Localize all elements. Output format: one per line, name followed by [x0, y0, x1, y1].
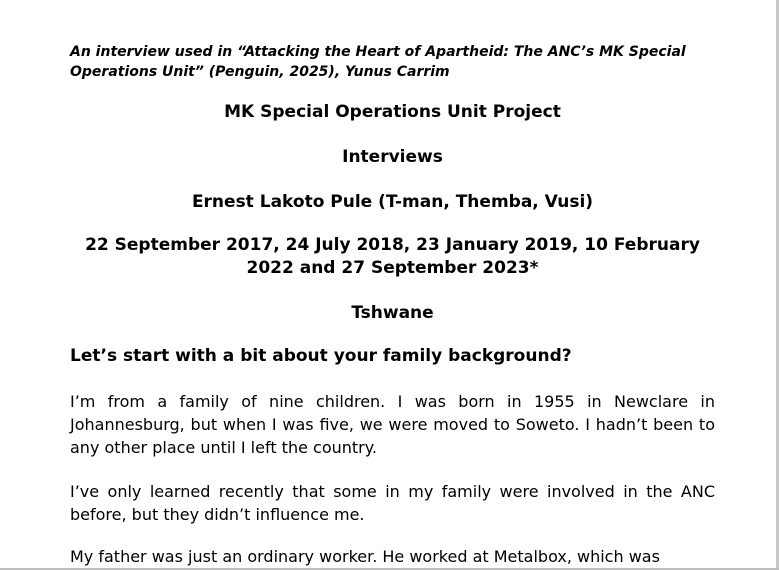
interviewee-name: Ernest Lakoto Pule (T-man, Themba, Vusi)	[191, 192, 594, 212]
section-title: Interviews	[342, 147, 443, 167]
interview-dates: 22 September 2017, 24 July 2018, 23 January 2019, 10 February 2022 and 27 September 2023*	[85, 235, 700, 278]
answer-paragraph: I’ve only learned recently that some in my family were involved in the ANC before, but they didn’t influence me.	[70, 482, 715, 524]
interview-location: Tshwane	[351, 303, 434, 323]
answer-paragraph: I’m from a family of nine children. I was born in 1955 in Newclare in Johannesburg, but when I was five, we were moved to Soweto. I hadn’t been to any other place until I left the country.	[70, 392, 715, 457]
citation-note: An interview used in “Attacking the Heart of Apartheid: The ANC’s MK Special Operations Unit” (Penguin, 2025), Yunus Carrim	[70, 44, 686, 80]
project-title: MK Special Operations Unit Project	[224, 102, 561, 122]
answer-paragraph: My father was just an ordinary worker. He worked at Metalbox, which was	[70, 547, 660, 566]
interview-question: Let’s start with a bit about your family background?	[70, 346, 572, 366]
